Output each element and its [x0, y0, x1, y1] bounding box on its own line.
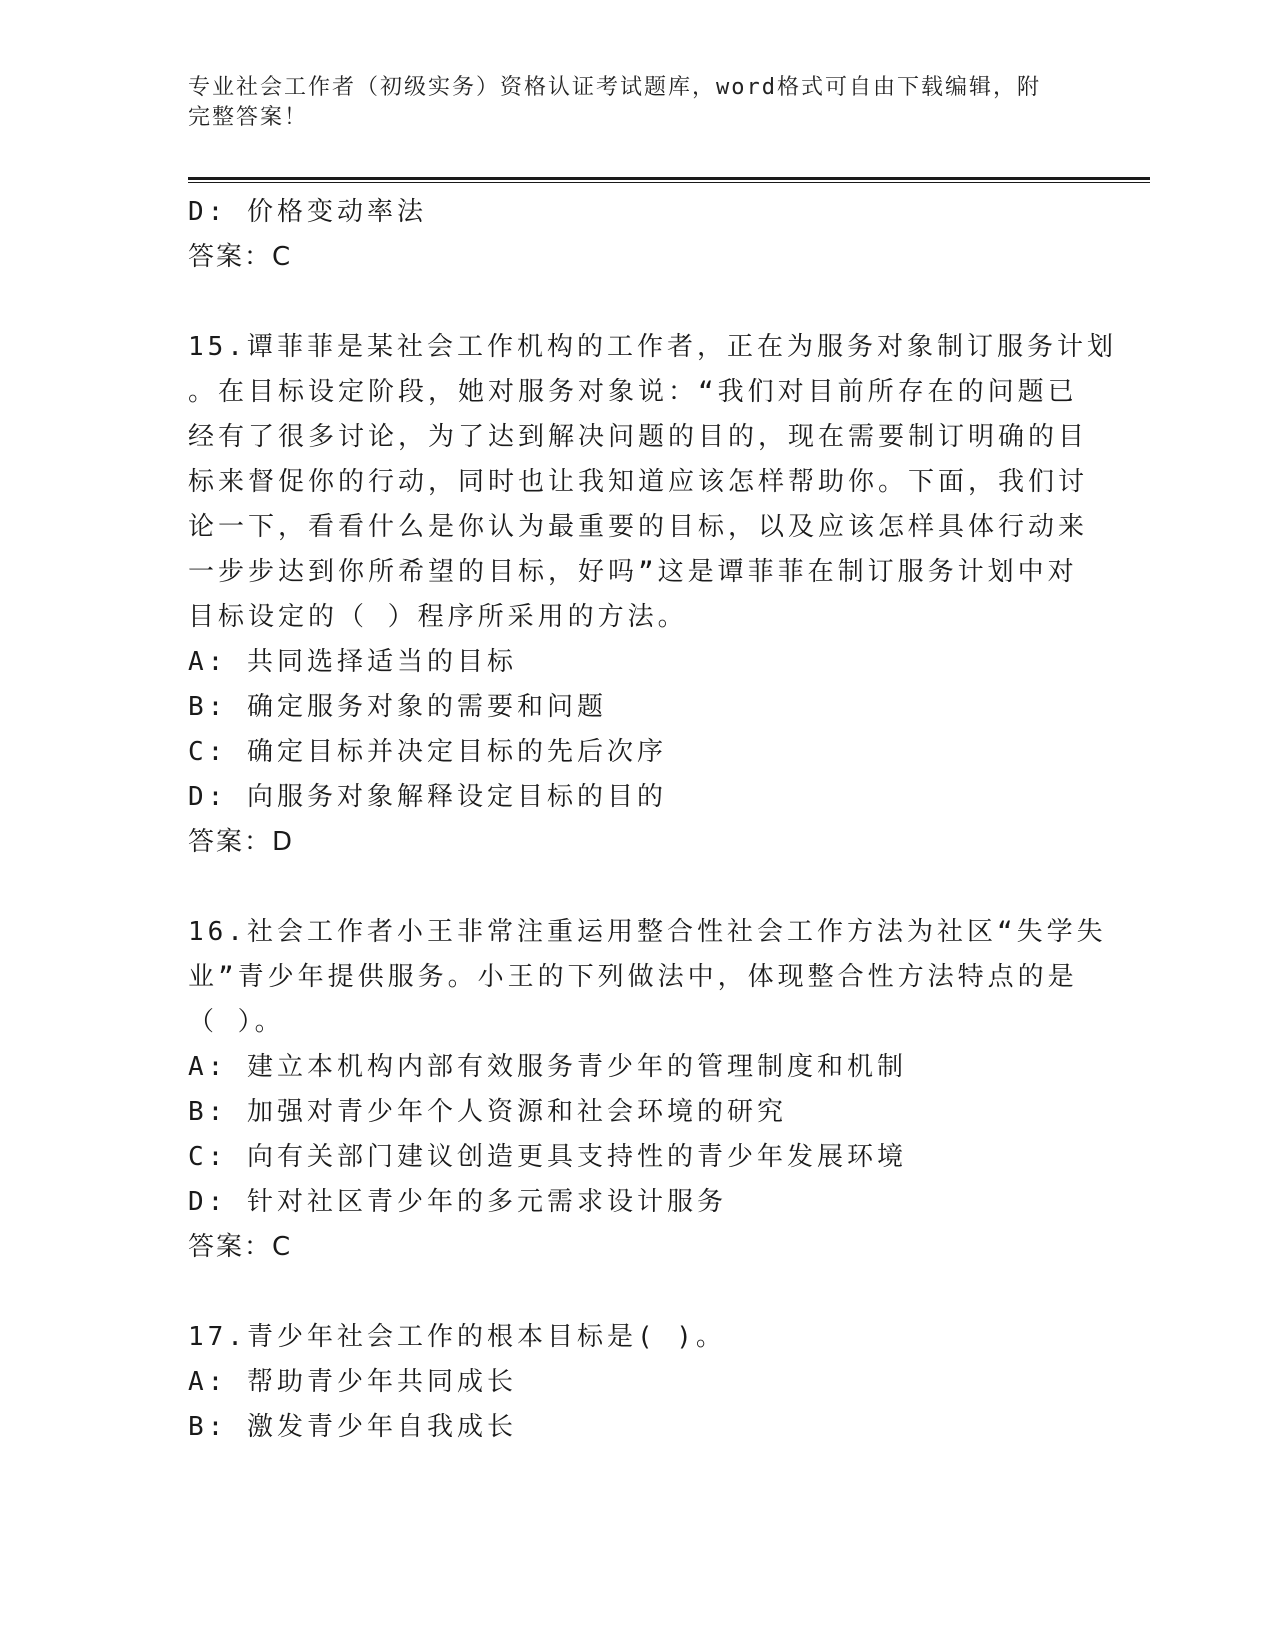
option-a: A: 帮助青少年共同成长	[188, 1367, 517, 1397]
stem-line: （ ）。	[188, 1007, 285, 1037]
document-body	[188, 190, 1117, 1450]
stem-line: 一步步达到你所希望的目标，好吗”这是谭菲菲在制订服务计划中对	[188, 557, 1078, 587]
stem-line: 16.社会工作者小王非常注重运用整合性社会工作方法为社区“失学失	[188, 917, 1107, 947]
question-stem	[188, 910, 1107, 1045]
question-17	[188, 1315, 1088, 1450]
question-stem	[188, 1315, 1088, 1360]
stem-line: 论一下，看看什么是你认为最重要的目标，以及应该怎样具体行动来	[188, 512, 1089, 542]
answer-line: 答案：C	[188, 1232, 293, 1262]
question-15	[188, 325, 1117, 865]
option-c: C: 向有关部门建议创造更具支持性的青少年发展环境	[188, 1142, 907, 1172]
header-title-line-1: 专业社会工作者（初级实务）资格认证考试题库，word格式可自由下载编辑，附	[188, 75, 1041, 100]
stem-line: 经有了很多讨论，为了达到解决问题的目的，现在需要制订明确的目	[188, 422, 1089, 452]
option-d: D: 价格变动率法	[188, 197, 427, 227]
header-divider-thin	[188, 182, 1150, 183]
header-title-line-2: 完整答案！	[188, 105, 309, 130]
stem-line: 标来督促你的行动，同时也让我知道应该怎样帮助你。下面，我们讨	[188, 467, 1089, 497]
option-d: D: 针对社区青少年的多元需求设计服务	[188, 1187, 727, 1217]
option-a: A: 建立本机构内部有效服务青少年的管理制度和机制	[188, 1052, 907, 1082]
option-b: B: 加强对青少年个人资源和社会环境的研究	[188, 1097, 787, 1127]
document-header	[188, 73, 1088, 133]
stem-line: 目标设定的（ ）程序所采用的方法。	[188, 602, 688, 632]
answer-line: 答案：C	[188, 242, 293, 272]
option-b: B: 确定服务对象的需要和问题	[188, 692, 607, 722]
carryover-question-tail	[188, 190, 1088, 280]
stem-line: 。在目标设定阶段，她对服务对象说：“我们对目前所存在的问题已	[188, 377, 1078, 407]
option-a: A: 共同选择适当的目标	[188, 647, 517, 677]
question-stem	[188, 325, 1117, 640]
option-d: D: 向服务对象解释设定目标的目的	[188, 782, 667, 812]
option-c: C: 确定目标并决定目标的先后次序	[188, 737, 667, 767]
answer-line: 答案：D	[188, 827, 295, 857]
question-16	[188, 910, 1107, 1270]
stem-line: 17.青少年社会工作的根本目标是( )。	[188, 1322, 726, 1352]
header-divider-thick	[188, 177, 1150, 180]
stem-line: 15.谭菲菲是某社会工作机构的工作者，正在为服务对象制订服务计划	[188, 332, 1117, 362]
stem-line: 业”青少年提供服务。小王的下列做法中，体现整合性方法特点的是	[188, 962, 1078, 992]
option-b: B: 激发青少年自我成长	[188, 1412, 517, 1442]
